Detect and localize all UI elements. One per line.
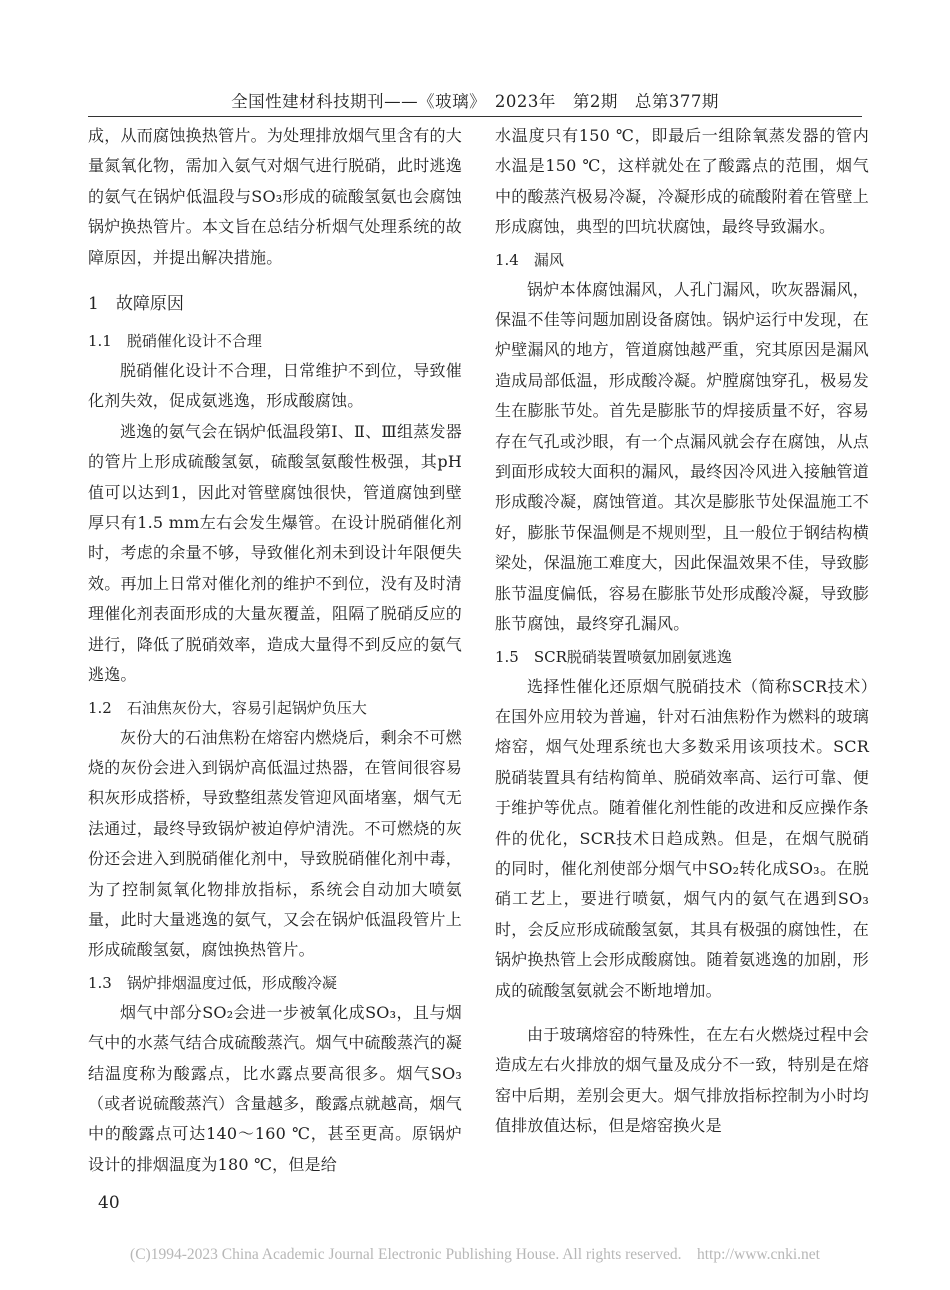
header-rule — [88, 116, 862, 117]
section-1-5-paragraph-2: 由于玻璃熔窑的特殊性，在左右火燃烧过程中会造成左右火排放的烟气量及成分不一致，特别是在熔窑中后期，差别会更大。烟气排放指标控制为小时均值排放值达标，但是熔窑换火是 — [495, 1024, 869, 1136]
section-1-5-heading: 1.5 SCR脱硝装置喷氨加剧氨逃逸 — [495, 647, 732, 666]
continuation-paragraph: 水温度只有150 ℃，即最后一组除氧蒸发器的管内水温是150 ℃，这样就处在了酸露点的范围，烟气中的酸蒸汽极易冷凝，冷凝形成的硫酸附着在管壁上形成腐蚀，典型的凹坑状腐蚀，最终导致漏水。 — [495, 126, 869, 237]
copyright-footer: (C)1994-2023 China Academic Journal Electronic Publishing House. All rights reserved. http://www.cnki.net — [130, 1246, 820, 1263]
section-1-4-heading: 1.4 漏风 — [495, 250, 564, 269]
section-1-4-paragraph-1: 锅炉本体腐蚀漏风，人孔门漏风，吹灰器漏风，保温不佳等问题加剧设备腐蚀。锅炉运行中发现，在炉壁漏风的地方，管道腐蚀越严重，究其原因是漏风造成局部低温，形成酸冷凝。炉膛腐蚀穿孔，极易发生在膨胀节处。首先是膨胀节的焊接质量不好，容易存在气孔或沙眼，有一个点漏风就会存在腐蚀，从点到面形成较大面积的漏风，最终因冷风进入接触管道形成酸冷凝，腐蚀管道。其次是膨胀节处保温施工不好，膨胀节保温侧是不规则型，且一般位于钢结构横梁处，保温施工难度大，因此保温效果不佳，导致膨胀节温度偏低，容易在膨胀节处形成酸冷凝，导致膨胀节腐蚀，最终穿孔漏风。 — [495, 279, 869, 634]
section-1-3-paragraph-1: 烟气中部分SO₂会进一步被氧化成SO₃，且与烟气中的水蒸气结合成硫酸蒸汽。烟气中硫酸蒸汽的凝结温度称为酸露点，比水露点要高很多。烟气SO₃（或者说硫酸蒸汽）含量越多，酸露点就越高，烟气中的酸露点可达140～160 ℃，甚至更高。原锅炉设计的排烟温度为180 ℃，但是给 — [88, 1002, 462, 1174]
paragraph-gap — [495, 1006, 869, 1020]
section-1-1-heading: 1.1 脱硝催化设计不合理 — [88, 332, 262, 351]
section-1-5-paragraph-1: 选择性催化还原烟气脱硝技术（简称SCR技术）在国外应用较为普遍，针对石油焦粉作为燃料的玻璃熔窑，烟气处理系统也大多数采用该项技术。SCR脱硝装置具有结构简单、脱硝效率高、运行可靠、便于维护等优点。随着催化剂性能的改进和反应操作条件的优化，SCR技术日趋成熟。但是，在烟气脱硝的同时，催化剂使部分烟气中SO₂转化成SO₃。在脱硝工艺上，要进行喷氨，烟气内的氨气在遇到SO₃时，会反应形成硫酸氢氨，其具有极强的腐蚀性，在锅炉换热管上会形成酸腐蚀。随着氨逃逸的加剧，形成的硫酸氢氨就会不断地增加。 — [495, 676, 869, 1000]
right-column — [495, 121, 869, 1142]
section-1-2-heading: 1.2 石油焦灰份大，容易引起锅炉负压大 — [88, 698, 367, 717]
section-1-1-paragraph-2: 逃逸的氨气会在锅炉低温段第Ⅰ、Ⅱ、Ⅲ组蒸发器的管片上形成硫酸氢氨，硫酸氢氨酸性极强，其pH值可以达到1，因此对管壁腐蚀很快，管道腐蚀到壁厚只有1.5 mm左右会发生爆管。在设计脱硝催化剂时，考虑的余量不够，导致催化剂未到设计年限便失效。再加上日常对催化剂的维护不到位，没有及时清理催化剂表面形成的大量灰覆盖，阻隔了脱硝反应的进行，降低了脱硝效率，造成大量得不到反应的氨气逃逸。 — [88, 421, 462, 685]
left-column — [88, 121, 462, 1180]
journal-header: 全国性建材科技期刊——《玻璃》 2023年 第2期 总第377期 — [231, 92, 719, 111]
section-1-2-paragraph-1: 灰份大的石油焦粉在熔窑内燃烧后，剩余不可燃烧的灰份会进入到锅炉高低温过热器，在管间很容易积灰形成搭桥，导致整组蒸发管迎风面堵塞，烟气无法通过，最终导致锅炉被迫停炉清洗。不可燃烧的灰份还会进入到脱硝催化剂中，导致脱硝催化剂中毒，为了控制氮氧化物排放指标，系统会自动加大喷氨量，此时大量逃逸的氨气，又会在锅炉低温段管片上形成硫酸氢氨，腐蚀换热管片。 — [88, 727, 462, 960]
section-1-heading: 1 故障原因 — [88, 294, 184, 315]
section-1-1-paragraph-1: 脱硝催化设计不合理，日常维护不到位，导致催化剂失效，促成氨逃逸，形成酸腐蚀。 — [88, 361, 462, 411]
section-1-3-heading: 1.3 锅炉排烟温度过低，形成酸冷凝 — [88, 973, 337, 992]
page-number: 40 — [98, 1193, 120, 1213]
intro-paragraph: 成，从而腐蚀换热管片。为处理排放烟气里含有的大量氮氧化物，需加入氨气对烟气进行脱硝，此时逃逸的氨气在锅炉低温段与SO₃形成的硫酸氢氨也会腐蚀锅炉换热管片。本文旨在总结分析烟气处理系统的故障原因，并提出解决措施。 — [88, 126, 462, 267]
